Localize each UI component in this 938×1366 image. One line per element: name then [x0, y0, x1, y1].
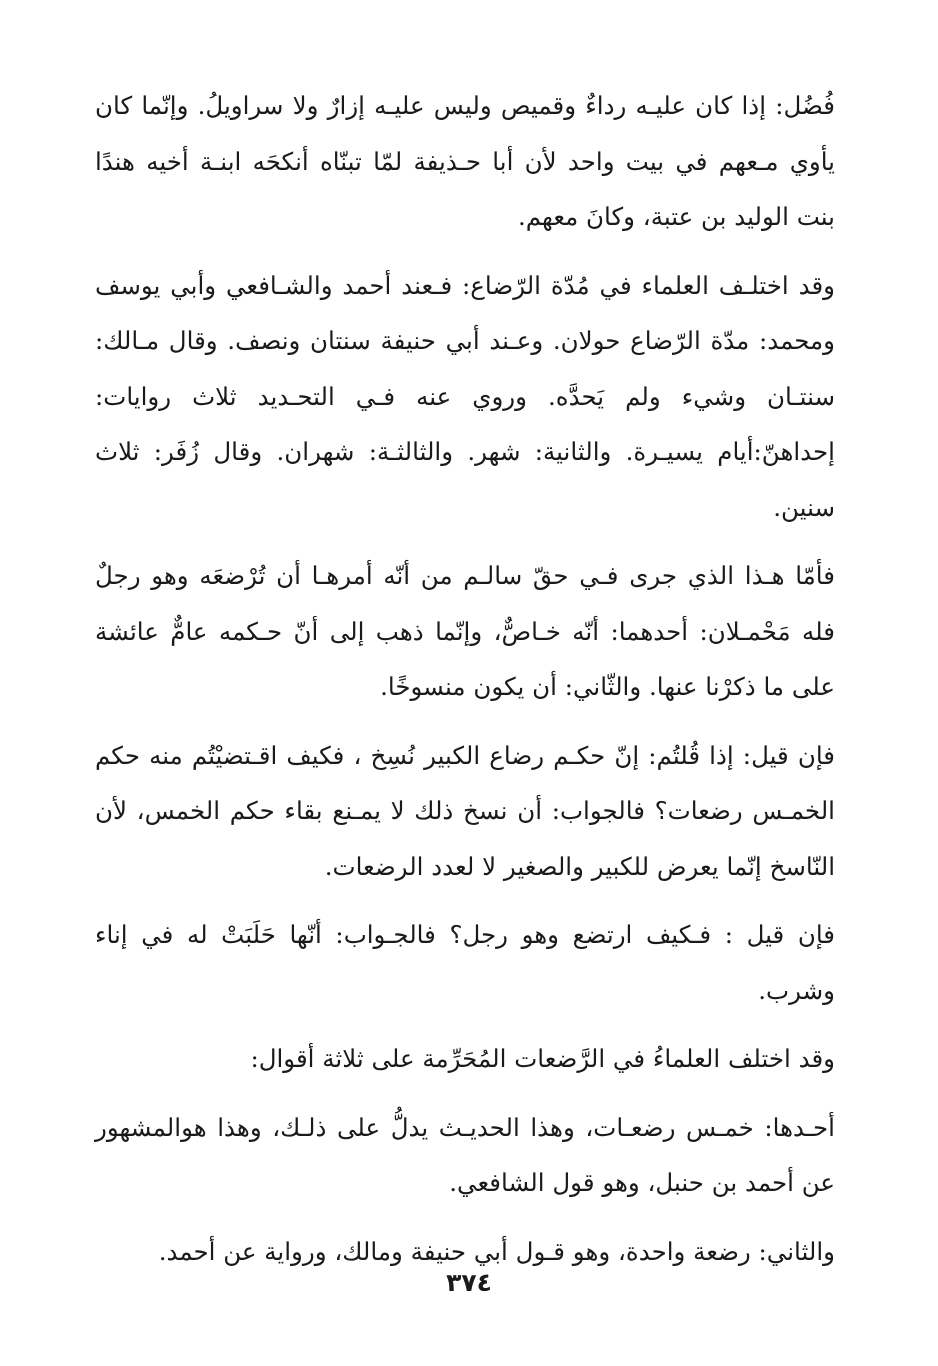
page-number: ٣٧٤ — [446, 1268, 492, 1297]
paragraph-5: فإن قيل : فـكيف ارتضع وهو رجل؟ فالجـواب: أنّها حَلَبَتْ له في إناء وشرب. — [95, 920, 835, 1005]
paragraph-2: وقد اختلـف العلماء في مُدّة الرّضاع: فـعند أحمد والشـافعي وأبي يوسف ومحمد: مدّة الرّضاع حولان. وعـند أبي حنيفة سنتان ونصف. وقال مـالك: سنتـان وشيء ولم يَحدَّه. وروي عنه فـي التحـديد ثلاث روايات: إحداهنّ:أيام يسيـرة. والثانية: شهر. والثالثـة: شهران. وقال زُفَر: ثلاث سنين. — [95, 270, 835, 522]
paragraph-1: فُضُل: إذا كان عليـه رداءٌ وقميص وليس عليـه إزارٌ ولا سراويلُ. وإنّما كان يأوي مـعهم في بيت واحد لأن أبا حـذيفة لمّا تبنّاه أنكحَه ابنـة أخيه هندًا بنت الوليد بن عتبة، وكانَ معهم. — [95, 91, 835, 231]
paragraph-4: فإن قيل: إذا قُلتُم: إنّ حكـم رضاع الكبير نُسِخ ، فكيف اقـتضيْتُم منه حكم الخمـس رضعات؟ فالجواب: أن نسخ ذلك لا يمـنع بقاء حكم الخمس، لأن النّاسخ إنّما يعرض للكبير والصغير لا لعدد الرضعات. — [95, 740, 835, 881]
paragraph-8: والثاني: رضعة واحدة، وهو قـول أبي حنيفة ومالك، ورواية عن أحمد. — [158, 1236, 835, 1266]
paragraph-3: فأمّا هـذا الذي جرى فـي حقّ سالـم من أنّه أمرهـا أن تُرْضعَه وهو رجلٌ فله مَحْمـلان: أحدهما: أنّه خـاصٌّ، وإنّما ذهب إلى أنّ حـكمه عامٌّ عائشة على ما ذكرْنا عنها. والثّاني: أن يكون منسوخًا. — [95, 561, 835, 701]
paragraph-6: وقد اختلف العلماءُ في الرَّضعات المُحَرِّمة على ثلاثة أقوال: — [250, 1044, 835, 1073]
page-body — [95, 78, 835, 1279]
paragraph-7: أحـدها: خمـس رضعـات، وهذا الحديـث يدلُّ على ذلـك، وهذا هوالمشهور عن أحمد بن حنبل، وهو قول الشافعي. — [95, 1112, 835, 1197]
